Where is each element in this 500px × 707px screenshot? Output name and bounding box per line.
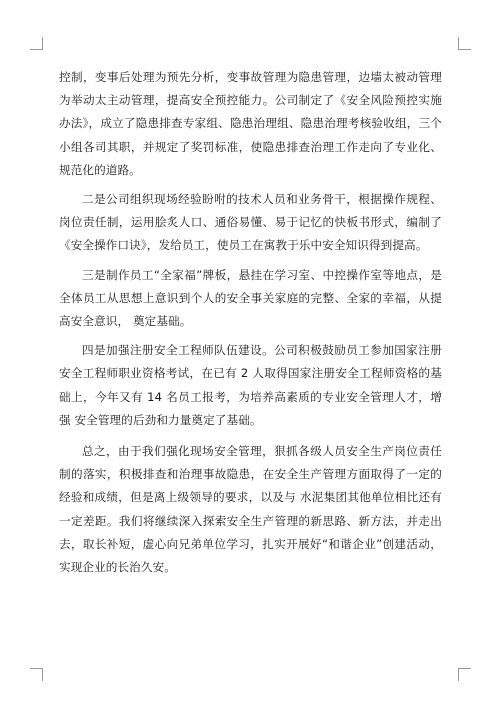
crop-mark-bottom-right xyxy=(458,668,471,681)
paragraph-third-point: 三是制作员工“全家福”牌板，悬挂在学习室、中控操作室等地点，是全体员工从思想上意识到个人的安全事关家庭的完整、全家的幸福，从提高安全意识， 奠定基础。 xyxy=(59,267,442,329)
paragraph-continuation: 控制，变事后处理为预先分析，变事故管理为隐患管理，边墙太被动管理为举动太主动管理，提高安全预控能力。公司制定了《安全风险预控实施办法》，成立了隐患排查专家组、隐患治理组、隐患治理考核验收组，三个小组各司其职，并规定了奖罚标准，使隐患排查治理工作走向了专业化、规范化的道路。 xyxy=(59,70,442,177)
crop-mark-bottom-left xyxy=(30,668,43,681)
paragraph-conclusion: 总之，由于我们强化现场安全管理，狠抓各级人员安全生产岗位责任制的落实，积极排查和治理事故隐患，在安全生产管理方面取得了一定的经验和成绩，但是离上级领导的要求，以及与 水泥集团其他单位相比还有一定差距。我们将继续深入探索安全生产管理的新思路、新方法，并走出去，取长补短，虚心向兄弟单位学习，扎实开展好“和谐企业”创建活动，实现企业的长治久安。 xyxy=(59,444,442,575)
document-body xyxy=(59,66,442,579)
crop-mark-top-left xyxy=(30,37,43,50)
crop-mark-top-right xyxy=(458,37,471,50)
paragraph-second-point: 二是公司组织现场经验盼咐的技术人员和业务骨干，根据操作规程、岗位责任制，运用脍炙人口、通俗易懂、易于记忆的快板书形式，编制了《安全操作口诀》，发给员工，使员工在寓教于乐中安全知识得到提高。 xyxy=(59,192,442,253)
paragraph-fourth-point: 四是加强注册安全工程师队伍建设。公司积极鼓励员工参加国家注册安全工程师职业资格考试，在已有 2 人取得国家注册安全工程师资格的基础上，今年又有 14 名员工报考，为培养高素质的专业安全管理人才，增强 安全管理的后劲和力量奠定了基础。 xyxy=(59,343,442,427)
